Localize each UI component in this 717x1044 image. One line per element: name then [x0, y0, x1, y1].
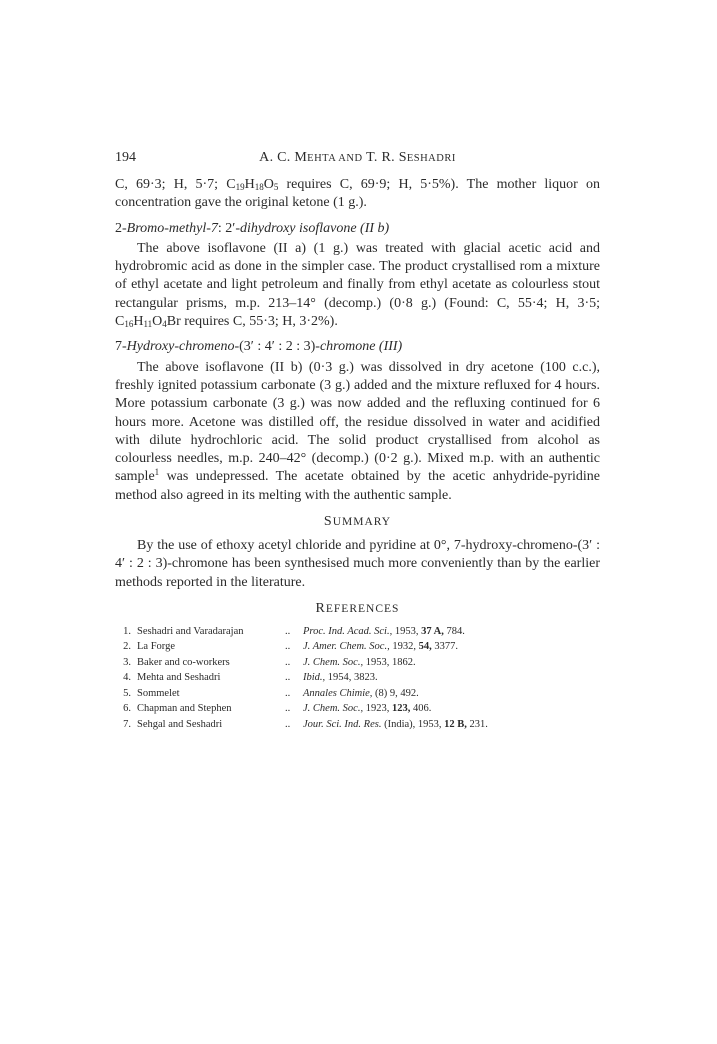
reference-detail: 3377. — [431, 641, 458, 653]
reference-detail: 231. — [466, 718, 488, 730]
reference-detail: 1954, 3823. — [325, 672, 378, 684]
heading-title: dihydroxy isoflavone (II b) — [240, 220, 390, 236]
reference-number: 2. — [123, 641, 131, 653]
heading-number: 2- — [115, 220, 127, 236]
heading-initial: S — [323, 514, 333, 530]
reference-journal: Proc. Ind. Acad. Sci., — [303, 625, 393, 637]
text-run: The above isoflavone (II a) (1 g.) was treated with glacial acetic acid and hydrobromic acid as done in the simpler case. The product crystallised rom a mixture of ethyl acetate and light petroleum and finally from ethyl acetate as colourless stout rectangular prisms, m.p. 213–14° (decomp.) (0·8 g.) (Found: C, 55·4; H, 3·5; C — [115, 240, 600, 330]
subscript: 19 — [235, 182, 245, 192]
reference-journal: J. Chem. Soc., — [303, 656, 364, 668]
reference-detail: 1923, — [363, 703, 392, 715]
reference-detail: (8) 9, 492. — [372, 687, 419, 699]
reference-item — [115, 655, 600, 671]
reference-citation — [303, 655, 600, 671]
reference-item — [115, 624, 600, 640]
references-list — [115, 624, 600, 733]
references-heading — [115, 601, 600, 617]
reference-leader: .. — [285, 718, 291, 730]
reference-item — [115, 701, 600, 717]
heading-number: 7- — [115, 339, 127, 355]
reference-volume: 12 B, — [444, 718, 467, 730]
text-run: H — [244, 177, 255, 192]
reference-detail: 784. — [443, 625, 465, 637]
reference-journal: Annales Chimie, — [303, 687, 373, 699]
heading-text: -(3′ : 4′ : 2 : 3)- — [234, 339, 320, 355]
reference-citation — [303, 624, 600, 640]
subscript: 16 — [124, 319, 134, 330]
heading-text: : 2′- — [217, 220, 241, 236]
reference-leader: .. — [285, 641, 291, 653]
reference-number: 6. — [123, 703, 131, 715]
reference-item — [115, 639, 600, 655]
reference-number: 7. — [123, 718, 131, 730]
page-number: 194 — [115, 150, 136, 165]
reference-citation — [303, 701, 600, 717]
running-head-part: T. R. S — [362, 150, 407, 165]
reference-journal: J. Chem. Soc., — [303, 703, 364, 715]
heading-title: Bromo-methyl-7 — [126, 220, 218, 236]
reference-leader: .. — [285, 703, 291, 715]
reference-volume: 123, — [391, 703, 411, 715]
heading-smallcaps: UMMARY — [332, 516, 392, 529]
text-run: O — [152, 314, 163, 330]
continuation-paragraph — [115, 176, 600, 213]
running-head-smallcaps: EHTA AND — [307, 153, 363, 164]
reference-number: 4. — [123, 672, 131, 684]
reference-item — [115, 686, 600, 702]
reference-leader: .. — [285, 672, 291, 684]
subscript: 5 — [273, 182, 279, 192]
text-run: Br requires C, 55·3; H, 3·2%). — [166, 314, 338, 330]
reference-journal: J. Amer. Chem. Soc., — [303, 641, 390, 653]
subheading-bromo-methyl — [115, 220, 600, 238]
heading-smallcaps: EFERENCES — [325, 602, 400, 615]
running-head-smallcaps: ESHADRI — [406, 153, 456, 164]
reference-volume: 54, — [418, 641, 432, 653]
reference-leader: .. — [285, 687, 291, 699]
article-body — [115, 176, 600, 732]
page-header — [115, 150, 600, 170]
reference-number: 1. — [123, 625, 131, 637]
reference-item — [115, 670, 600, 686]
heading-initial: R — [315, 600, 326, 616]
reference-citation — [303, 717, 600, 733]
summary-paragraph: By the use of ethoxy acetyl chloride and pyridine at 0°, 7-hydroxy-chromeno-(3′ : 4′ : 2 : 3)-chromone has been synthesised much more conveniently than by the earlier methods reported in the literature. — [115, 538, 600, 590]
text-run: H — [133, 314, 144, 330]
text-run: was undepressed. The acetate obtained by the acetic anhydride-pyridine method also agreed in its melting with the authentic sample. — [115, 469, 600, 503]
reference-leader: .. — [285, 656, 291, 668]
reference-author: Sehgal and Seshadri — [137, 718, 223, 730]
reference-journal: Jour. Sci. Ind. Res. — [303, 718, 382, 730]
reference-detail: 406. — [410, 703, 432, 715]
subscript: 11 — [143, 319, 153, 330]
reference-author: Baker and co-workers — [137, 656, 230, 668]
heading-title: Hydroxy-chromeno — [126, 339, 235, 355]
text-run: The above isoflavone (II b) (0·3 g.) was dissolved in dry acetone (100 c.c.), freshly ignited potassium carbonate (3 g.) added and the mixture refluxed for 4 hours. More potassium carbonate (3 g.) was now added and the refluxing continued for 6 hours more. Acetone was distilled off, the residue dissolved in water and acidified with dilute hydrochloric acid. The solid product crystallised from alcohol as colourless needles, m.p. 240–42° (decomp.) (0·2 g.). Mixed m.p. with an authentic sample — [115, 359, 600, 485]
paragraph-hydroxy-chromeno — [115, 359, 600, 505]
reference-journal: Ibid., — [303, 672, 326, 684]
reference-author: Sommelet — [137, 687, 180, 699]
reference-detail: 1932, — [389, 641, 419, 653]
reference-volume: 37 A, — [421, 625, 444, 637]
reference-author: Chapman and Stephen — [137, 703, 232, 715]
reference-author: Seshadri and Varadarajan — [137, 625, 244, 637]
reference-detail: 1953, 1862. — [363, 656, 416, 668]
reference-leader: .. — [285, 625, 291, 637]
text-run: requires C, 69·9; H, 5·5%). The mother liquor on concentration gave the original ketone (1 g.). — [115, 177, 601, 211]
running-head — [115, 150, 600, 166]
footnote-ref: 1 — [154, 467, 160, 478]
reference-number: 3. — [123, 656, 131, 668]
reference-item — [115, 717, 600, 733]
running-head-part: A. C. M — [259, 150, 308, 165]
reference-author: La Forge — [137, 641, 176, 653]
text-run: C, 69·3; H, 5·7; C — [115, 177, 236, 192]
reference-detail: 1953, — [392, 625, 422, 637]
reference-citation — [303, 670, 600, 686]
reference-citation — [303, 639, 600, 655]
subheading-hydroxy-chromeno — [115, 338, 600, 356]
heading-title: chromone (III) — [319, 339, 403, 355]
reference-number: 5. — [123, 687, 131, 699]
reference-detail: (India), 1953, — [381, 718, 445, 730]
text-run: O — [263, 177, 274, 192]
paragraph-bromo-methyl — [115, 240, 600, 331]
summary-heading — [115, 514, 600, 530]
reference-author: Mehta and Seshadri — [137, 672, 221, 684]
subscript: 18 — [254, 182, 264, 192]
reference-citation — [303, 686, 600, 702]
subscript: 4 — [162, 319, 167, 330]
